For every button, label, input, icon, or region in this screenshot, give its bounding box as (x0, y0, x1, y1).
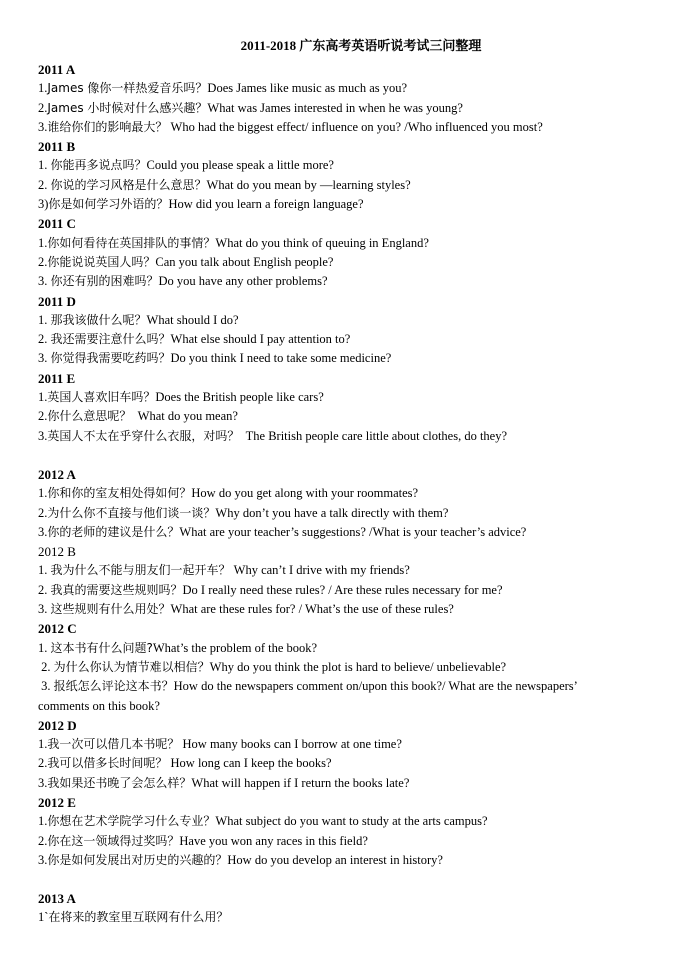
question-continuation: comments on this book? (38, 698, 160, 713)
question-number: 2. (38, 582, 51, 597)
question-english: Can you talk about English people? (155, 254, 334, 269)
question-line (38, 484, 668, 503)
question-number: 3. (38, 602, 51, 617)
question-english: What do you mean? (131, 409, 238, 424)
question-line (38, 735, 668, 754)
question-line (38, 523, 668, 542)
question-english: Do I really need these rules? / Are these rules necessary for me? (182, 582, 503, 597)
question-english: Why don’t you have a talk directly with them? (215, 505, 449, 520)
question-number: 3. (38, 524, 48, 539)
question-line (38, 99, 668, 118)
question-line (38, 234, 668, 253)
question-number: 3. (38, 852, 48, 867)
question-line (38, 851, 668, 870)
blank-line (38, 446, 668, 465)
question-english: Why can’t I drive with my friends? (230, 563, 410, 578)
question-line (38, 754, 668, 773)
question-line (38, 677, 668, 696)
page-title: 2011-2018 广东高考英语听说考试三问整理 (240, 38, 482, 53)
question-line (38, 176, 668, 195)
blank-line (38, 870, 668, 889)
section-heading: 2012 D (38, 717, 77, 733)
question-chinese: 我为什么不能与朋友们一起开车？ (50, 563, 231, 578)
section-heading: 2011 D (38, 293, 76, 309)
question-chinese: 那我该做什么呢？ (50, 312, 147, 327)
question-chinese: 我如果还书晚了会怎么样？ (47, 775, 192, 790)
question-english: How did you learn a foreign language? (168, 197, 364, 212)
question-line (38, 253, 668, 272)
question-english: What else should I pay attention to? (170, 332, 351, 347)
question-number: 2. (38, 833, 48, 848)
question-english: Do you think I need to take some medicine? (170, 351, 392, 366)
question-english: What are your teacher’s suggestions? /What is your teacher’s advice? (179, 524, 527, 539)
question-number: 3. (38, 428, 48, 443)
question-english: What will happen if I return the books late? (191, 775, 410, 790)
section-heading: 2011 B (38, 139, 76, 155)
question-line (38, 832, 668, 851)
question-chinese: 你和你的室友相处得如何？ (47, 486, 192, 501)
question-chinese: 你什么意思呢？ (47, 409, 132, 424)
question-english: What do you mean by —learning styles? (206, 177, 411, 192)
question-line (38, 908, 668, 927)
question-chinese: 你在这一领域得过奖吗？ (47, 833, 180, 848)
question-number: 1. (38, 81, 48, 96)
question-line (38, 407, 668, 426)
question-english: How long can I keep the books? (167, 756, 332, 771)
question-chinese: 你说的学习风格是什么意思？ (50, 177, 207, 192)
question-line (38, 812, 668, 831)
question-line (38, 774, 668, 793)
question-chinese: 报纸怎么评论这本书？ (53, 679, 174, 694)
question-number: 3) (38, 197, 49, 212)
question-english: How do you develop an interest in history? (227, 852, 443, 867)
section-heading: 2011 A (38, 62, 76, 77)
question-number: 2. (38, 505, 48, 520)
question-chinese: 为什么你认为情节难以相信？ (53, 659, 210, 674)
question-chinese: 你还有别的困难吗？ (50, 274, 159, 289)
question-line (38, 388, 668, 407)
section-heading: 2011 E (38, 370, 76, 386)
question-chinese: 我还需要注意什么吗？ (50, 332, 171, 347)
question-english: Does James like music as much as you? (207, 81, 408, 96)
question-number: 3. (38, 274, 51, 289)
question-chinese: 这些规则有什么用处？ (50, 602, 171, 617)
question-number: 3. (38, 775, 48, 790)
question-line (38, 561, 668, 580)
sections-container (38, 60, 668, 928)
question-chinese: 你如何看待在英国排队的事情？ (47, 235, 216, 250)
question-english: Do you have any other problems? (158, 274, 328, 289)
question-line (38, 156, 668, 175)
question-number: 1. (38, 486, 48, 501)
section-heading: 2012 B (38, 544, 76, 560)
question-number: 1. (38, 158, 51, 173)
question-line (38, 272, 668, 291)
question-chinese: 在将来的教室里互联网有什么用？ (48, 910, 229, 925)
question-number: 2. (38, 100, 48, 115)
question-english: What’s the problem of the book? (152, 640, 318, 655)
question-english: What do you think of queuing in England? (215, 235, 429, 250)
question-english: What should I do? (146, 312, 239, 327)
question-chinese: 你觉得我需要吃药吗？ (50, 351, 171, 366)
question-number: 2. (38, 254, 48, 269)
question-number: 1. (38, 737, 48, 752)
question-english: Have you won any races in this field? (179, 833, 368, 848)
question-line (38, 195, 668, 214)
question-number: 1. (38, 814, 48, 829)
question-english: How do you get along with your roommates? (191, 486, 419, 501)
question-chinese: 你能说说英国人吗？ (47, 254, 156, 269)
question-number: 2. (38, 409, 48, 424)
question-number: 2. (38, 756, 48, 771)
question-english: How do the newspapers comment on/upon this book?/ What are the newspapers’ (173, 679, 578, 694)
section-heading: 2013 A (38, 891, 76, 907)
section-heading: 2012 C (38, 621, 77, 637)
question-english: Does the British people like cars? (155, 390, 324, 405)
question-chinese: 你的老师的建议是什么？ (47, 524, 180, 539)
question-chinese: 我真的需要这些规则吗？ (50, 582, 183, 597)
question-line (38, 600, 668, 619)
question-number: 1. (38, 235, 48, 250)
question-number: 1` (38, 910, 49, 925)
question-line (38, 504, 668, 523)
question-chinese: 我可以借多长时间呢？ (47, 756, 168, 771)
section-heading: 2012 A (38, 466, 76, 482)
question-chinese: 你是如何发展出对历史的兴趣的？ (47, 852, 228, 867)
question-english: What was James interested in when he was young? (207, 100, 463, 115)
question-number: 3. (38, 351, 51, 366)
question-number: 2. (38, 177, 51, 192)
question-number: 3. (38, 679, 54, 694)
question-line (38, 427, 668, 446)
question-english: Who had the biggest effect/ influence on you? /Who influenced you most? (167, 119, 543, 134)
question-english: Could you please speak a little more? (146, 158, 334, 173)
question-chinese: 你想在艺术学院学习什么专业？ (47, 814, 216, 829)
question-line (38, 79, 668, 98)
question-line (38, 658, 668, 677)
question-number: 2. (38, 659, 54, 674)
question-number: 1. (38, 563, 51, 578)
document-page (38, 38, 668, 928)
question-chinese: 这本书有什么问题? (50, 640, 153, 655)
question-chinese: 你是如何学习外语的？ (48, 197, 169, 212)
section-heading: 2012 E (38, 794, 76, 810)
question-english: The British people care little about clothes, do they? (239, 428, 508, 443)
question-line (38, 311, 668, 330)
question-english: What are these rules for? / What’s the use of these rules? (170, 602, 454, 617)
question-number: 3. (38, 119, 48, 134)
question-chinese: 你能再多说点吗？ (50, 158, 147, 173)
question-english: What subject do you want to study at the arts campus? (215, 814, 488, 829)
section-heading: 2011 C (38, 216, 76, 232)
question-number: 1. (38, 640, 51, 655)
question-number: 2. (38, 332, 51, 347)
question-number: 1. (38, 312, 51, 327)
question-chinese: 英国人不太在乎穿什么衣服，对吗？ (47, 428, 240, 443)
question-line (38, 639, 668, 658)
question-number: 1. (38, 390, 48, 405)
question-english: Why do you think the plot is hard to believe/ unbelievable? (209, 659, 507, 674)
question-chinese: 为什么你不直接与他们谈一谈？ (47, 505, 216, 520)
question-chinese: James 小时候对什么感兴趣？ (47, 100, 208, 115)
question-line (38, 118, 668, 137)
question-chinese: 谁给你们的影响最大？ (47, 119, 168, 134)
question-line (38, 349, 668, 368)
question-chinese: James 像你一样热爱音乐吗？ (47, 81, 208, 96)
question-line (38, 330, 668, 349)
question-chinese: 我一次可以借几本书呢？ (47, 737, 180, 752)
question-line (38, 581, 668, 600)
question-english: How many books can I borrow at one time? (179, 737, 402, 752)
question-chinese: 英国人喜欢旧车吗？ (47, 390, 156, 405)
